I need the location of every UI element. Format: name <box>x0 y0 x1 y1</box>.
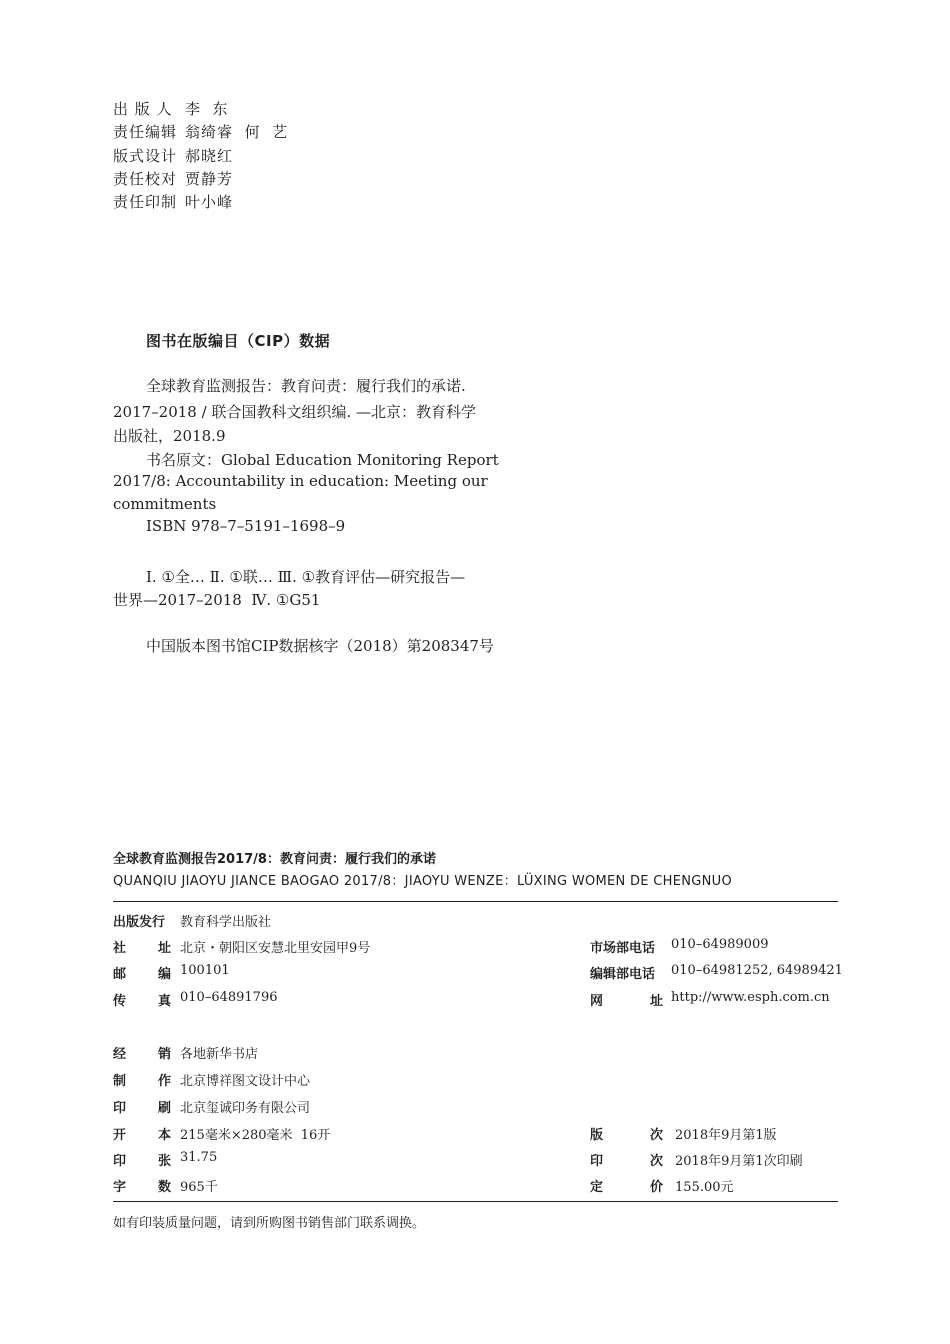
market-phone-label: 市场部电话 <box>590 941 656 956</box>
fax-value: 010–64891796 <box>180 990 278 1005</box>
edition-value: 2018年9月第1版 <box>675 1128 777 1143</box>
credit-role: 版式设计 <box>113 147 178 165</box>
distributor-value: 教育科学出版社 <box>180 915 272 930</box>
impression-label-b: 次 <box>650 1154 664 1169</box>
printer-label-b: 刷 <box>158 1101 172 1116</box>
postcode-label-b: 编 <box>158 967 172 982</box>
address-label-a: 社 <box>113 941 127 956</box>
cip-classification: 世界—2017–2018 Ⅳ. ①G51 <box>113 591 321 609</box>
words-label-a: 字 <box>113 1180 127 1195</box>
editorial-phone-value: 010–64981252, 64989421 <box>671 963 843 978</box>
distributor-label: 出版发行 <box>113 915 166 930</box>
credit-role: 责任印制 <box>113 193 178 211</box>
credit-name: 翁绮睿 何 艺 <box>185 123 289 141</box>
seller-label-b: 销 <box>158 1047 172 1062</box>
maker-label-a: 制 <box>113 1074 127 1089</box>
cip-line: 出版社，2018.9 <box>113 427 226 445</box>
credit-name: 郝晓红 <box>185 147 234 165</box>
printer-label-a: 印 <box>113 1101 127 1116</box>
cip-line: commitments <box>113 495 217 513</box>
fax-label-b: 真 <box>158 994 172 1009</box>
maker-value: 北京博祥图文设计中心 <box>180 1074 311 1089</box>
impression-label-a: 印 <box>590 1154 604 1169</box>
credit-role: 责任编辑 <box>113 123 178 141</box>
cip-line: 全球教育监测报告：教育问责：履行我们的承诺. <box>146 377 466 395</box>
seller-value: 各地新华书店 <box>180 1047 259 1062</box>
editorial-phone-label: 编辑部电话 <box>590 967 656 982</box>
cip-isbn: ISBN 978–7–5191–1698–9 <box>146 517 346 535</box>
impression-value: 2018年9月第1次印刷 <box>675 1154 803 1169</box>
postcode-value: 100101 <box>180 963 230 978</box>
book-title-chinese: 全球教育监测报告2017/8：教育问责：履行我们的承诺 <box>113 852 436 867</box>
format-label-b: 本 <box>158 1128 172 1143</box>
credit-row-publisher <box>113 98 229 119</box>
price-label-a: 定 <box>590 1180 604 1195</box>
website-link[interactable]: http://www.esph.com.cn <box>671 990 830 1005</box>
website-label-a: 网 <box>590 994 604 1009</box>
cip-line: 2017/8: Accountability in education: Meeting our <box>113 472 488 490</box>
cip-line: 2017–2018 / 联合国教科文组织编. —北京：教育科学 <box>113 403 476 421</box>
sheets-label-a: 印 <box>113 1154 127 1169</box>
market-phone-value: 010–64989009 <box>671 937 769 952</box>
edition-label-b: 次 <box>650 1128 664 1143</box>
credit-name: 叶小峰 <box>185 193 234 211</box>
credit-name: 贾静芳 <box>185 170 234 188</box>
words-value: 965千 <box>180 1180 218 1195</box>
credit-row-proofreader <box>113 168 233 189</box>
address-value: 北京・朝阳区安慧北里安园甲9号 <box>180 941 371 956</box>
credit-role: 出 版 人 <box>113 100 173 118</box>
cip-record-number: 中国版本图书馆CIP数据核字（2018）第208347号 <box>146 637 494 655</box>
book-title-pinyin: QUANQIU JIAOYU JIANCE BAOGAO 2017/8：JIAOYU WENZE：LÜXING WOMEN DE CHENGNUO <box>113 874 732 889</box>
edition-label-a: 版 <box>590 1128 604 1143</box>
credit-row-editor <box>113 121 288 142</box>
postcode-label-a: 邮 <box>113 967 127 982</box>
printer-value: 北京玺诚印务有限公司 <box>180 1101 311 1116</box>
cip-heading: 图书在版编目（CIP）数据 <box>146 332 331 350</box>
maker-label-b: 作 <box>158 1074 172 1089</box>
divider-top <box>113 901 838 902</box>
credit-row-print-manager <box>113 191 233 212</box>
credit-role: 责任校对 <box>113 170 178 188</box>
sheets-value: 31.75 <box>180 1150 218 1165</box>
address-label-b: 址 <box>158 941 172 956</box>
cip-line: 书名原文：Global Education Monitoring Report <box>146 451 499 469</box>
credit-row-designer <box>113 145 233 166</box>
fax-label-a: 传 <box>113 994 127 1009</box>
cip-classification: Ⅰ. ①全… Ⅱ. ①联… Ⅲ. ①教育评估—研究报告— <box>146 568 466 586</box>
price-value: 155.00元 <box>675 1180 734 1195</box>
footer-note: 如有印装质量问题，请到所购图书销售部门联系调换。 <box>113 1216 426 1231</box>
format-label-a: 开 <box>113 1128 127 1143</box>
website-label-b: 址 <box>650 994 664 1009</box>
format-value: 215毫米×280毫米 16开 <box>180 1128 331 1143</box>
seller-label-a: 经 <box>113 1047 127 1062</box>
words-label-b: 数 <box>158 1180 172 1195</box>
divider-bottom <box>113 1201 838 1202</box>
sheets-label-b: 张 <box>158 1154 172 1169</box>
price-label-b: 价 <box>650 1180 664 1195</box>
credit-name: 李 东 <box>185 100 229 118</box>
